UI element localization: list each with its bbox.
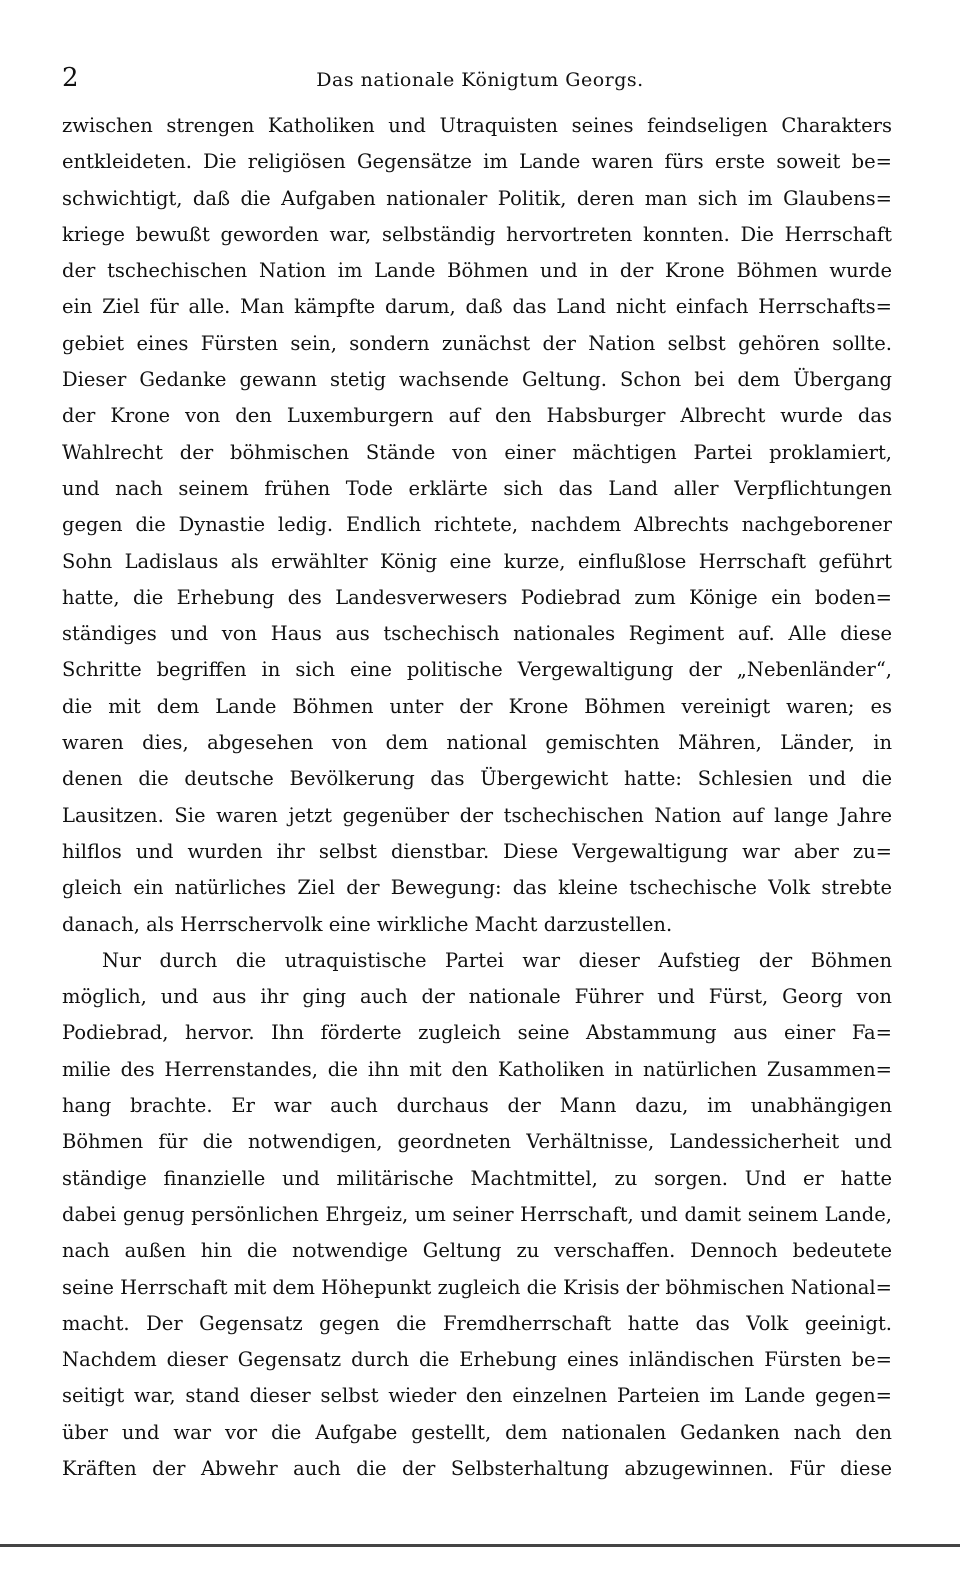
text-line: seitigt war, stand dieser selbst wieder den einzelnen Parteien im Lande gegen= xyxy=(62,1384,892,1408)
text-line: ständiges und von Haus aus tschechisch nationales Regiment auf. Alle diese xyxy=(62,622,892,646)
text-line: gebiet eines Fürsten sein, sondern zunächst der Nation selbst gehören sollte. xyxy=(62,331,892,355)
text-line: Sohn Ladislaus als erwählter König eine kurze, einflußlose Herrschaft geführt xyxy=(62,549,892,573)
paragraph-1 xyxy=(62,108,892,943)
text-line: die mit dem Lande Böhmen unter der Krone Böhmen vereinigt waren; es xyxy=(62,694,892,718)
text-line: Dieser Gedanke gewann stetig wachsende Geltung. Schon bei dem Übergang xyxy=(62,368,892,392)
text-line: ständige finanzielle und militärische Machtmittel, zu sorgen. Und er hatte xyxy=(62,1166,892,1190)
page-header xyxy=(62,60,898,96)
text-line: hatte, die Erhebung des Landesverwesers Podiebrad zum Könige ein boden= xyxy=(62,585,892,609)
text-line: entkleideten. Die religiösen Gegensätze im Lande waren fürs erste soweit be= xyxy=(62,150,892,174)
text-line: hang brachte. Er war auch durchaus der Mann dazu, im unabhängigen xyxy=(62,1094,892,1118)
text-line: zwischen strengen Katholiken und Utraquisten seines feindseligen Charakters xyxy=(62,114,892,137)
scan-bottom-edge xyxy=(0,1544,960,1547)
text-line: schwichtigt, daß die Aufgaben nationaler Politik, deren man sich im Glaubens= xyxy=(62,186,892,210)
text-line: ein Ziel für alle. Man kämpfte darum, daß das Land nicht einfach Herrschafts= xyxy=(62,295,892,319)
text-line: milie des Herrenstandes, die ihn mit den Katholiken in natürlichen Zusammen= xyxy=(62,1057,892,1081)
text-line: kriege bewußt geworden war, selbständig hervortreten konnten. Die Herrschaft xyxy=(62,222,892,246)
text-line: Lausitzen. Sie waren jetzt gegenüber der tschechischen Nation auf lange Jahre xyxy=(62,803,892,827)
text-line: gegen die Dynastie ledig. Endlich richtete, nachdem Albrechts nachgeborener xyxy=(62,513,892,537)
body-text xyxy=(62,108,892,1487)
text-line: Wahlrecht der böhmischen Stände von einer mächtigen Partei proklamiert, xyxy=(62,440,892,464)
text-line: waren dies, abgesehen von dem national gemischten Mähren, Länder, in xyxy=(62,731,892,755)
page-number: 2 xyxy=(62,63,79,93)
text-line: danach, als Herrschervolk eine wirkliche Macht darzustellen. xyxy=(62,912,673,936)
text-line: und nach seinem frühen Tode erklärte sich das Land aller Verpflichtungen xyxy=(62,476,892,500)
paragraph-2 xyxy=(62,943,892,1487)
text-line: denen die deutsche Bevölkerung das Übergewicht hatte: Schlesien und die xyxy=(62,767,892,791)
text-line: der Krone von den Luxemburgern auf den Habsburger Albrecht wurde das xyxy=(62,404,892,428)
text-line: dabei genug persönlichen Ehrgeiz, um seiner Herrschaft, und damit seinem Lande, xyxy=(62,1202,892,1226)
text-line: Nachdem dieser Gegensatz durch die Erhebung eines inländischen Fürsten be= xyxy=(62,1348,892,1372)
text-line: der tschechischen Nation im Lande Böhmen und in der Krone Böhmen wurde xyxy=(62,259,892,283)
text-line: Böhmen für die notwendigen, geordneten Verhältnisse, Landessicherheit und xyxy=(62,1130,892,1154)
text-line: macht. Der Gegensatz gegen die Fremdherrschaft hatte das Volk geeinigt. xyxy=(62,1311,892,1335)
text-line: seine Herrschaft mit dem Höhepunkt zugleich die Krisis der böhmischen National= xyxy=(62,1275,892,1299)
text-line: Nur durch die utraquistische Partei war dieser Aufstieg der Böhmen xyxy=(102,948,892,972)
text-line: Podiebrad, hervor. Ihn förderte zugleich seine Abstammung aus einer Fa= xyxy=(62,1021,892,1045)
text-line: gleich ein natürliches Ziel der Bewegung: das kleine tschechische Volk strebte xyxy=(62,876,892,900)
text-line: Schritte begriffen in sich eine politische Vergewaltigung der „Nebenländer“, xyxy=(62,658,892,682)
running-head: Das nationale Königtum Georgs. xyxy=(316,69,644,91)
text-line: Kräften der Abwehr auch die der Selbsterhaltung abzugewinnen. Für diese xyxy=(62,1456,892,1480)
text-line: möglich, und aus ihr ging auch der nationale Führer und Fürst, Georg von xyxy=(62,985,892,1009)
text-line: nach außen hin die notwendige Geltung zu verschaffen. Dennoch bedeutete xyxy=(62,1239,892,1263)
text-line: über und war vor die Aufgabe gestellt, dem nationalen Gedanken nach den xyxy=(62,1420,892,1444)
text-line: hilflos und wurden ihr selbst dienstbar. Diese Vergewaltigung war aber zu= xyxy=(62,839,892,863)
